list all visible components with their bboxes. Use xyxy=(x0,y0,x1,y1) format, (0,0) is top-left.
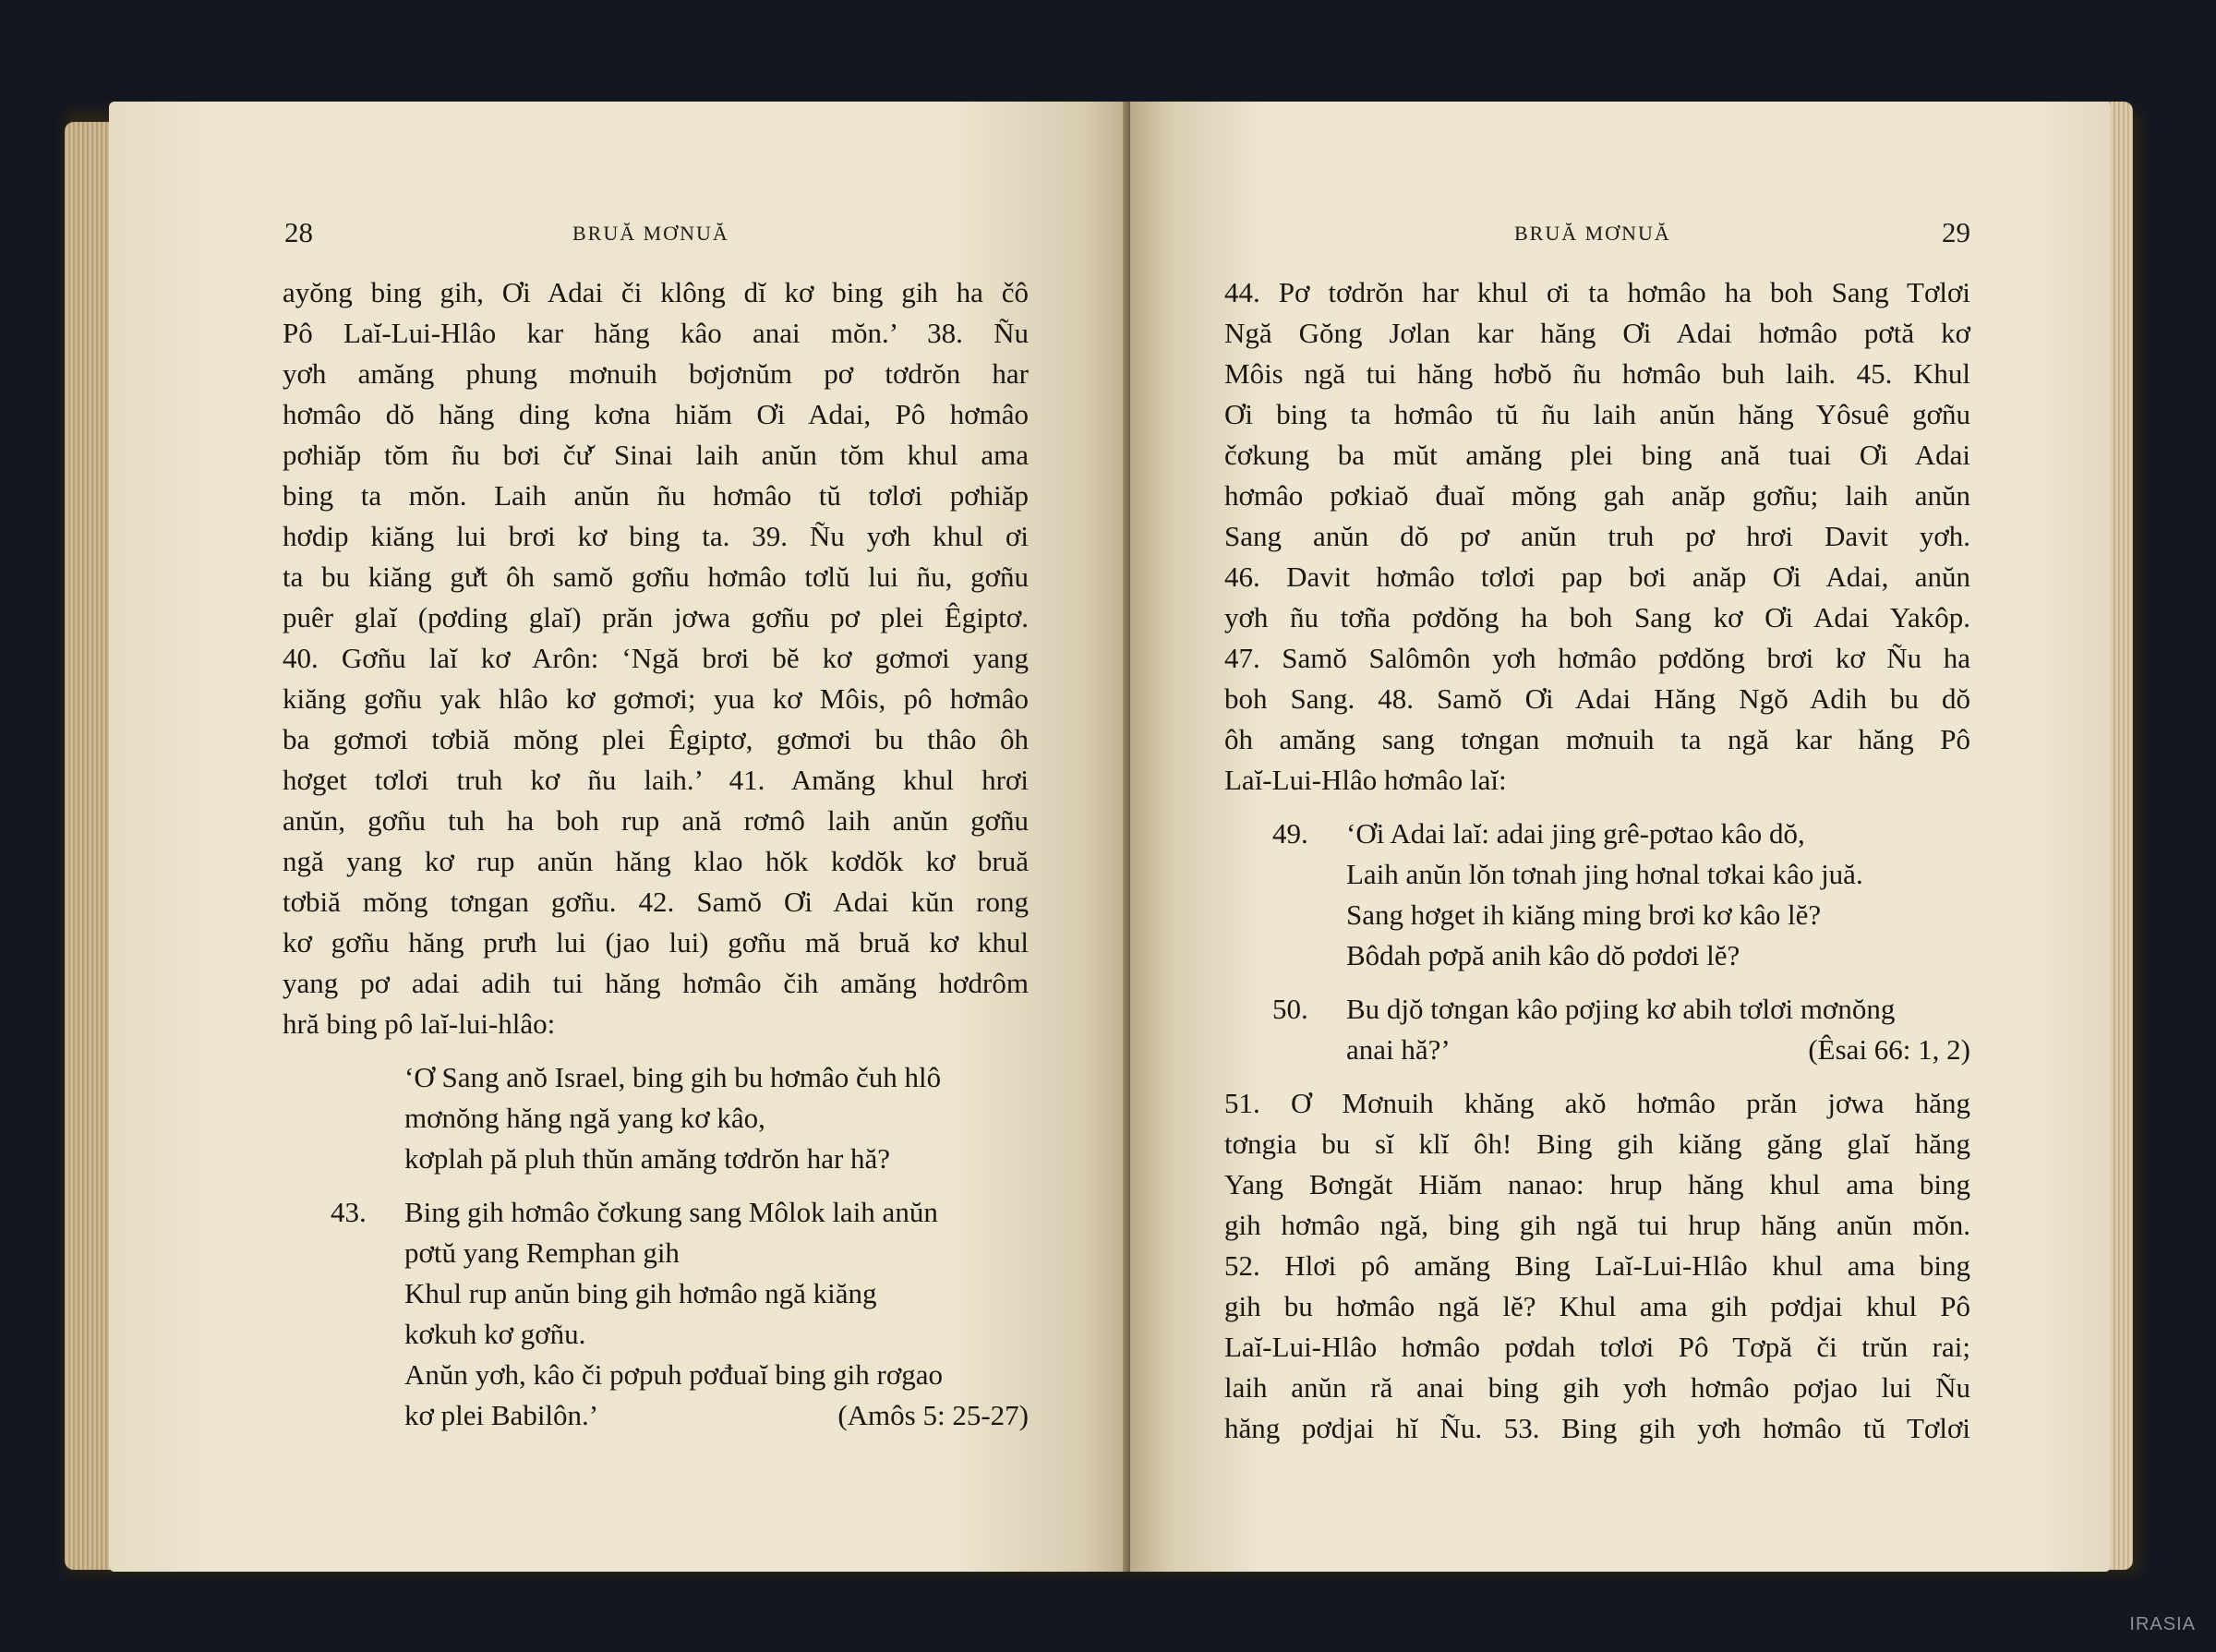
text-line: anŭn, gơñu tuh ha boh rup ană rơmô laih anŭn gơñu xyxy=(283,804,1029,837)
left-page-number: 28 xyxy=(284,216,313,248)
left-running-head: BRUĂ MƠNUĂ xyxy=(572,222,729,245)
text-line: ta bu kiăng gư̆t ôh samŏ gơñu hơmâo tơlŭ lui ñu, gơñu xyxy=(283,561,1029,593)
right-running-head: BRUĂ MƠNUĂ xyxy=(1514,222,1671,245)
text-line: Bing gih hơmâo čơkung sang Môlok laih anŭn xyxy=(404,1196,938,1228)
right-text-block xyxy=(1224,272,1970,1449)
text-line: 52. Hlơi pô amăng Bing Laĭ-Lui-Hlâo khul ama bing xyxy=(1224,1249,1970,1282)
text-line: ayŏng bing gih, Ơi Adai či klông dĭ kơ bing gih ha čô xyxy=(283,276,1029,308)
text-line: Khul rup anŭn bing gih hơmâo ngă kiăng xyxy=(404,1277,877,1309)
left-prose xyxy=(283,272,1029,1044)
text-line: yơh ñu tơña pơdŏng ha boh Sang kơ Ơi Adai Yakôp. xyxy=(1224,601,1970,633)
verse-50-number: 50. xyxy=(1272,993,1308,1025)
text-line: kơ gơñu hăng prưh lui (jao lui) gơñu mă bruă kơ khul xyxy=(283,926,1029,959)
text-line: gih bu hơmâo ngă lĕ? Khul ama gih pơdjai khul Pô xyxy=(1224,1290,1970,1322)
text-line: ‘Ơi Adai laĭ: adai jing grê-pơtao kâo dŏ, xyxy=(1346,817,1805,850)
text-line: Laĭ-Lui-Hlâo hơmâo pơdah tơlơi Pô Tơpă či trŭn rai; xyxy=(1224,1331,1970,1363)
text-line: Sang anŭn dŏ pơ anŭn truh pơ hrơi Davit yơh. xyxy=(1224,520,1970,552)
right-prose-1 xyxy=(1224,272,1970,801)
text-line: Ngă Gŏng Jơlan kar hăng Ơi Adai hơmâo pơtă kơ xyxy=(1224,317,1970,349)
left-quote-amos-1 xyxy=(283,1057,1029,1179)
text-line: puêr glaĭ (pơding glaĭ) prăn jơwa gơñu pơ plei Êgiptơ. xyxy=(283,601,1029,633)
text-line: pơhiăp tŏm ñu bơi čư̆ Sinai laih anŭn tŏm khul ama xyxy=(283,439,1029,471)
text-line: kơplah pă pluh thŭn amăng tơdrŏn har hă? xyxy=(404,1142,891,1175)
right-quote-esai-2-line: Bu djŏ tơngan kâo pơjing kơ abih tơlơi mơnŏng xyxy=(1346,993,1896,1025)
text-line: Yang Bơngăt Hiăm nanao: hrup hăng khul ama bing xyxy=(1224,1168,1970,1200)
text-line: hră bing pô laĭ-lui-hlâo: xyxy=(283,1007,556,1040)
left-quote-closing xyxy=(283,1395,1029,1436)
text-line: Môis ngă tui hăng hơbŏ ñu hơmâo buh laih. 45. Khul xyxy=(1224,357,1970,390)
text-line: hăng pơdjai hĭ Ñu. 53. Bing gih yơh hơmâo tŭ Tơlơi xyxy=(1224,1412,1970,1444)
text-line: 47. Samŏ Salômôn yơh hơmâo pơdŏng brơi kơ Ñu ha xyxy=(1224,642,1970,674)
text-line: bing ta mŏn. Laih anŭn ñu hơmâo tŭ tơlơi pơhiăp xyxy=(283,479,1029,512)
text-line: kơkuh kơ gơñu. xyxy=(404,1318,586,1350)
text-line: Bôdah pơpă anih kâo dŏ pơdơi lĕ? xyxy=(1346,939,1740,971)
text-line: gih hơmâo ngă, bing gih ngă tui hrup hăng anŭn mŏn. xyxy=(1224,1209,1970,1241)
right-verse-50 xyxy=(1224,989,1970,1070)
left-quote-reference: (Amôs 5: 25-27) xyxy=(837,1399,1029,1431)
text-line: 51. Ơ Mơnuih khăng akŏ hơmâo prăn jơwa hăng xyxy=(1224,1087,1970,1119)
text-line: Pô Laĭ-Lui-Hlâo kar hăng kâo anai mŏn.’ 38. Ñu xyxy=(283,317,1029,349)
left-quote-amos-2 xyxy=(404,1192,1029,1395)
right-page-number: 29 xyxy=(1942,216,1970,248)
text-line: hơget tơlơi truh kơ ñu laih.’ 41. Amăng khul hrơi xyxy=(283,764,1029,796)
text-line: Laih anŭn lŏn tơnah jing hơnal tơkai kâo juă. xyxy=(1346,858,1863,890)
right-prose-2 xyxy=(1224,1083,1970,1449)
text-line: 44. Pơ tơdrŏn har khul ơi ta hơmâo ha boh Sang Tơlơi xyxy=(1224,276,1970,308)
text-line: mơnŏng hăng ngă yang kơ kâo, xyxy=(404,1102,765,1134)
text-line: tơngia bu sĭ klĭ ôh! Bing gih kiăng găng glaĭ hăng xyxy=(1224,1127,1970,1160)
text-line: čơkung ba mŭt amăng plei bing ană tuai Ơi Adai xyxy=(1224,439,1970,471)
left-verse-43 xyxy=(283,1192,1029,1395)
text-line: hơmâo dŏ hăng ding kơna hiăm Ơi Adai, Pô hơmâo xyxy=(283,398,1029,430)
text-line: boh Sang. 48. Samŏ Ơi Adai Hăng Ngŏ Adih bu dŏ xyxy=(1224,682,1970,715)
text-line: ôh amăng sang tơngan mơnuih ta ngă kar hăng Pô xyxy=(1224,723,1970,755)
text-line: yơh amăng phung mơnuih bơjơnŭm pơ tơdrŏn har xyxy=(283,357,1029,390)
text-line: 46. Davit hơmâo tơlơi pap bơi anăp Ơi Adai, anŭn xyxy=(1224,561,1970,593)
verse-49-number: 49. xyxy=(1272,817,1308,850)
text-line: pơtŭ yang Remphan gih xyxy=(404,1236,680,1269)
left-quote-last-line: kơ plei Babilôn.’ xyxy=(404,1399,599,1431)
right-verse-49 xyxy=(1224,814,1970,976)
text-line: hơdip kiăng lui brơi kơ bing ta. 39. Ñu yơh khul ơi xyxy=(283,520,1029,552)
text-line: Anŭn yơh, kâo či pơpuh pơđuaĭ bing gih rơgao xyxy=(404,1358,944,1391)
right-quote-closing xyxy=(1346,1030,1970,1070)
text-line: yang pơ adai adih tui hăng hơmâo čih amăng hơdrôm xyxy=(283,967,1029,999)
text-line: tơbiă mŏng tơngan gơñu. 42. Samŏ Ơi Adai kŭn rong xyxy=(283,886,1029,918)
right-quote-reference: (Êsai 66: 1, 2) xyxy=(1808,1033,1970,1066)
right-quote-esai-1 xyxy=(1346,814,1970,976)
text-line: ngă yang kơ rup anŭn hăng klao hŏk kơdŏk kơ bruă xyxy=(283,845,1029,877)
text-line: Sang hơget ih kiăng ming brơi kơ kâo lĕ? xyxy=(1346,898,1822,931)
right-quote-last-line: anai hă?’ xyxy=(1346,1033,1451,1066)
text-line: ‘Ơ Sang anŏ Israel, bing gih bu hơmâo čuh hlô xyxy=(404,1061,942,1093)
left-text-block xyxy=(283,272,1029,1436)
text-line: laih anŭn ră anai bing gih yơh hơmâo pơjao lui Ñu xyxy=(1224,1371,1970,1404)
text-line: Ơi bing ta hơmâo tŭ ñu laih anŭn hăng Yôsuê gơñu xyxy=(1224,398,1970,430)
irasia-watermark: IRASIA xyxy=(2129,1614,2196,1634)
text-line: ba gơmơi tơbiă mŏng plei Êgiptơ, gơmơi bu thâo ôh xyxy=(283,723,1029,755)
text-line: hơmâo pơkiaŏ đuaĭ mŏng gah anăp gơñu; laih anŭn xyxy=(1224,479,1970,512)
text-line: kiăng gơñu yak hlâo kơ gơmơi; yua kơ Môis, pô hơmâo xyxy=(283,682,1029,715)
text-line: 40. Gơñu laĭ kơ Arôn: ‘Ngă brơi bĕ kơ gơmơi yang xyxy=(283,642,1029,674)
text-line: Laĭ-Lui-Hlâo hơmâo laĭ: xyxy=(1224,764,1507,796)
verse-43-number: 43. xyxy=(331,1196,367,1228)
